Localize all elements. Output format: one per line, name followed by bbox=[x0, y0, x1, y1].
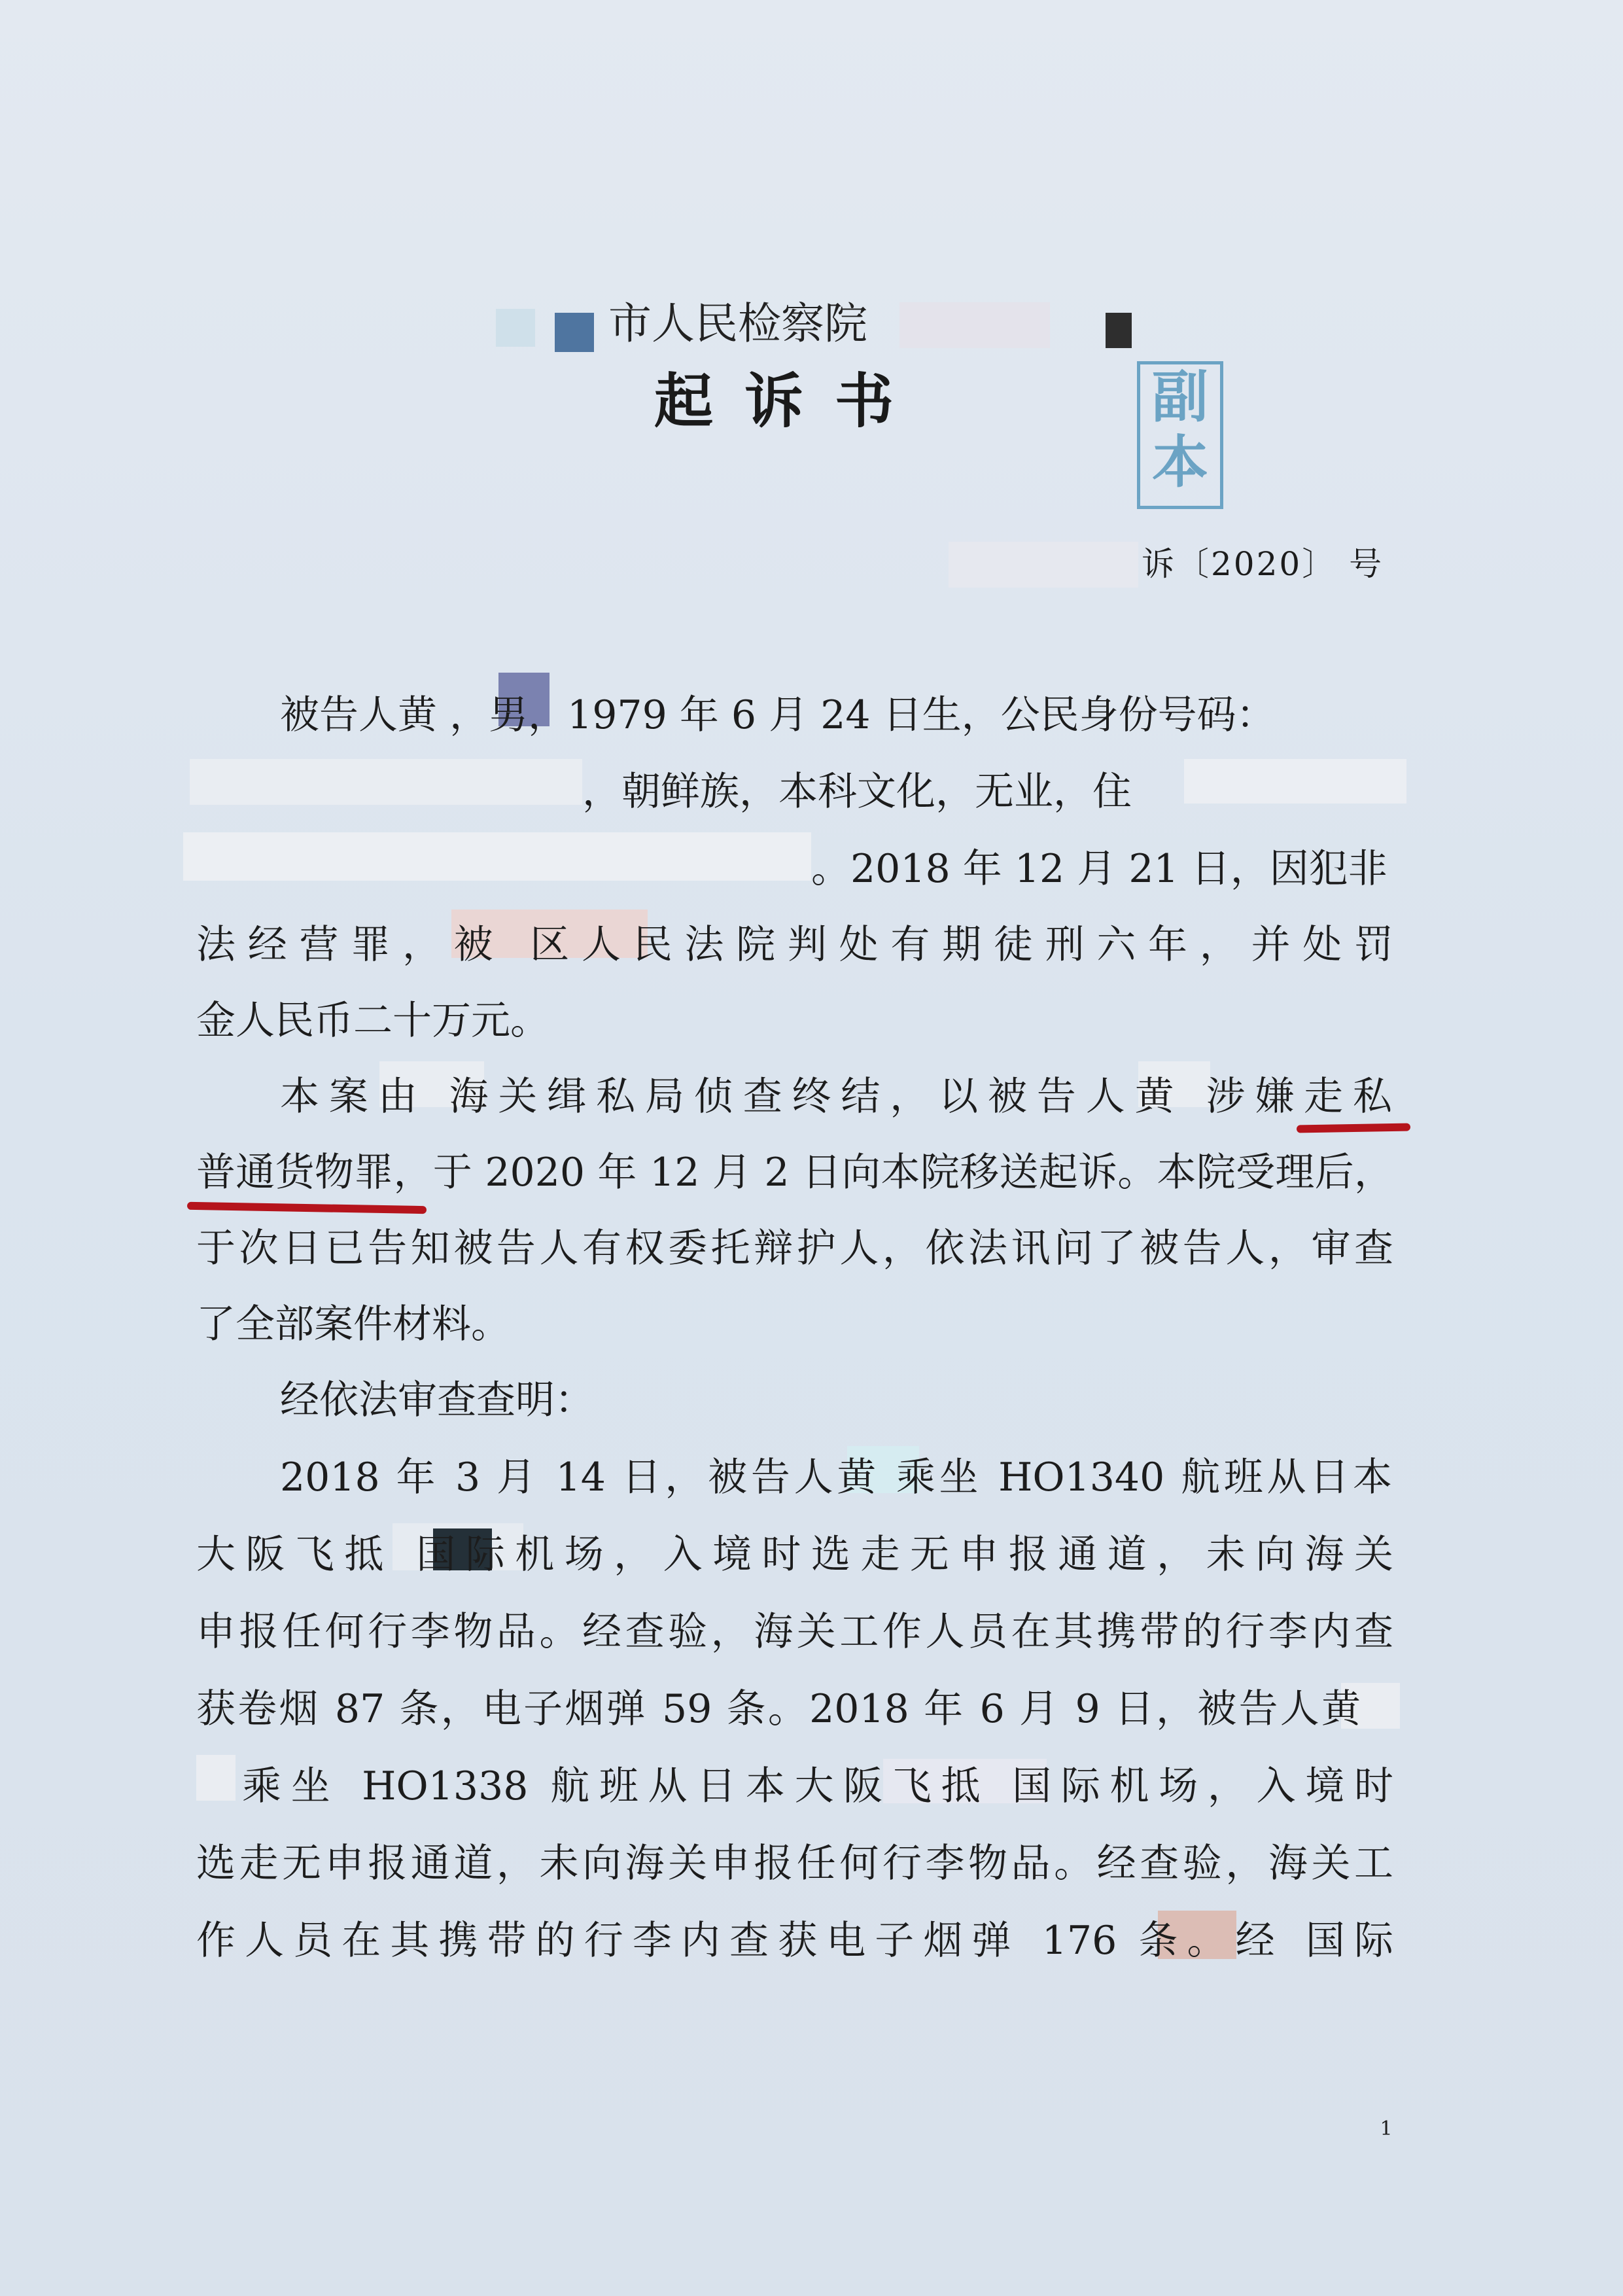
body-line: 申报任何行李物品。经查验，海关工作人员在其携带的行李内查 bbox=[196, 1609, 1393, 1655]
redaction-blot bbox=[949, 542, 1138, 588]
body-line: 获卷烟 87 条，电子烟弹 59 条。2018 年 6 月 9 日，被告人黄 bbox=[196, 1686, 1361, 1732]
body-line: 大阪飞抵 国际机场，入境时选走无申报通道，未向海关 bbox=[196, 1532, 1393, 1578]
body-line: 普通货物罪，于 2020 年 12 月 2 日向本院移送起诉。本院受理后， bbox=[196, 1150, 1393, 1195]
body-line: 作人员在其携带的行李内查获电子烟弹 176 条。经 国际 bbox=[196, 1918, 1393, 1964]
document-title: 起诉书 bbox=[654, 366, 925, 436]
stamp-char-2: 本 bbox=[1152, 430, 1208, 495]
redaction-blot bbox=[196, 1755, 236, 1801]
body-line: 经依法审查查明： bbox=[280, 1377, 594, 1423]
body-line: 选走无申报通道，未向海关申报任何行李物品。经查验，海关工 bbox=[196, 1841, 1393, 1886]
document-number: 诉〔2020〕 号 bbox=[1142, 545, 1384, 583]
body-line: 2018 年 3 月 14 日，被告人黄 乘坐 HO1340 航班从日本 bbox=[280, 1455, 1392, 1500]
highlight-underline bbox=[1297, 1123, 1410, 1133]
procuratorate-name: 市人民检察院 bbox=[608, 298, 867, 349]
body-line: 于次日已告知被告人有权委托辩护人，依法讯问了被告人，审查 bbox=[196, 1226, 1393, 1271]
copy-stamp bbox=[1137, 361, 1223, 509]
redaction-blot bbox=[190, 759, 582, 805]
body-line: ，朝鲜族，本科文化，无业，住 bbox=[582, 769, 1132, 815]
body-line: 法经营罪，被 区人民法院判处有期徒刑六年，并处罚 bbox=[196, 922, 1393, 968]
body-line: 。2018 年 12 月 21 日，因犯非 bbox=[811, 846, 1387, 892]
body-line: 了全部案件材料。 bbox=[196, 1301, 510, 1347]
body-line: 乘坐 HO1338 航班从日本大阪飞抵 国际机场，入境时 bbox=[242, 1763, 1393, 1809]
page-number: 1 bbox=[1380, 2117, 1393, 2140]
body-line: 被告人黄 ，男，1979 年 6 月 24 日生，公民身份号码： bbox=[280, 692, 1276, 738]
body-line: 金人民币二十万元。 bbox=[196, 998, 550, 1044]
redaction-blot bbox=[183, 832, 811, 881]
stamp-char-1: 副 bbox=[1152, 364, 1208, 430]
body-line: 本案由 海关缉私局侦查终结，以被告人黄 涉嫌走私 bbox=[280, 1074, 1392, 1120]
